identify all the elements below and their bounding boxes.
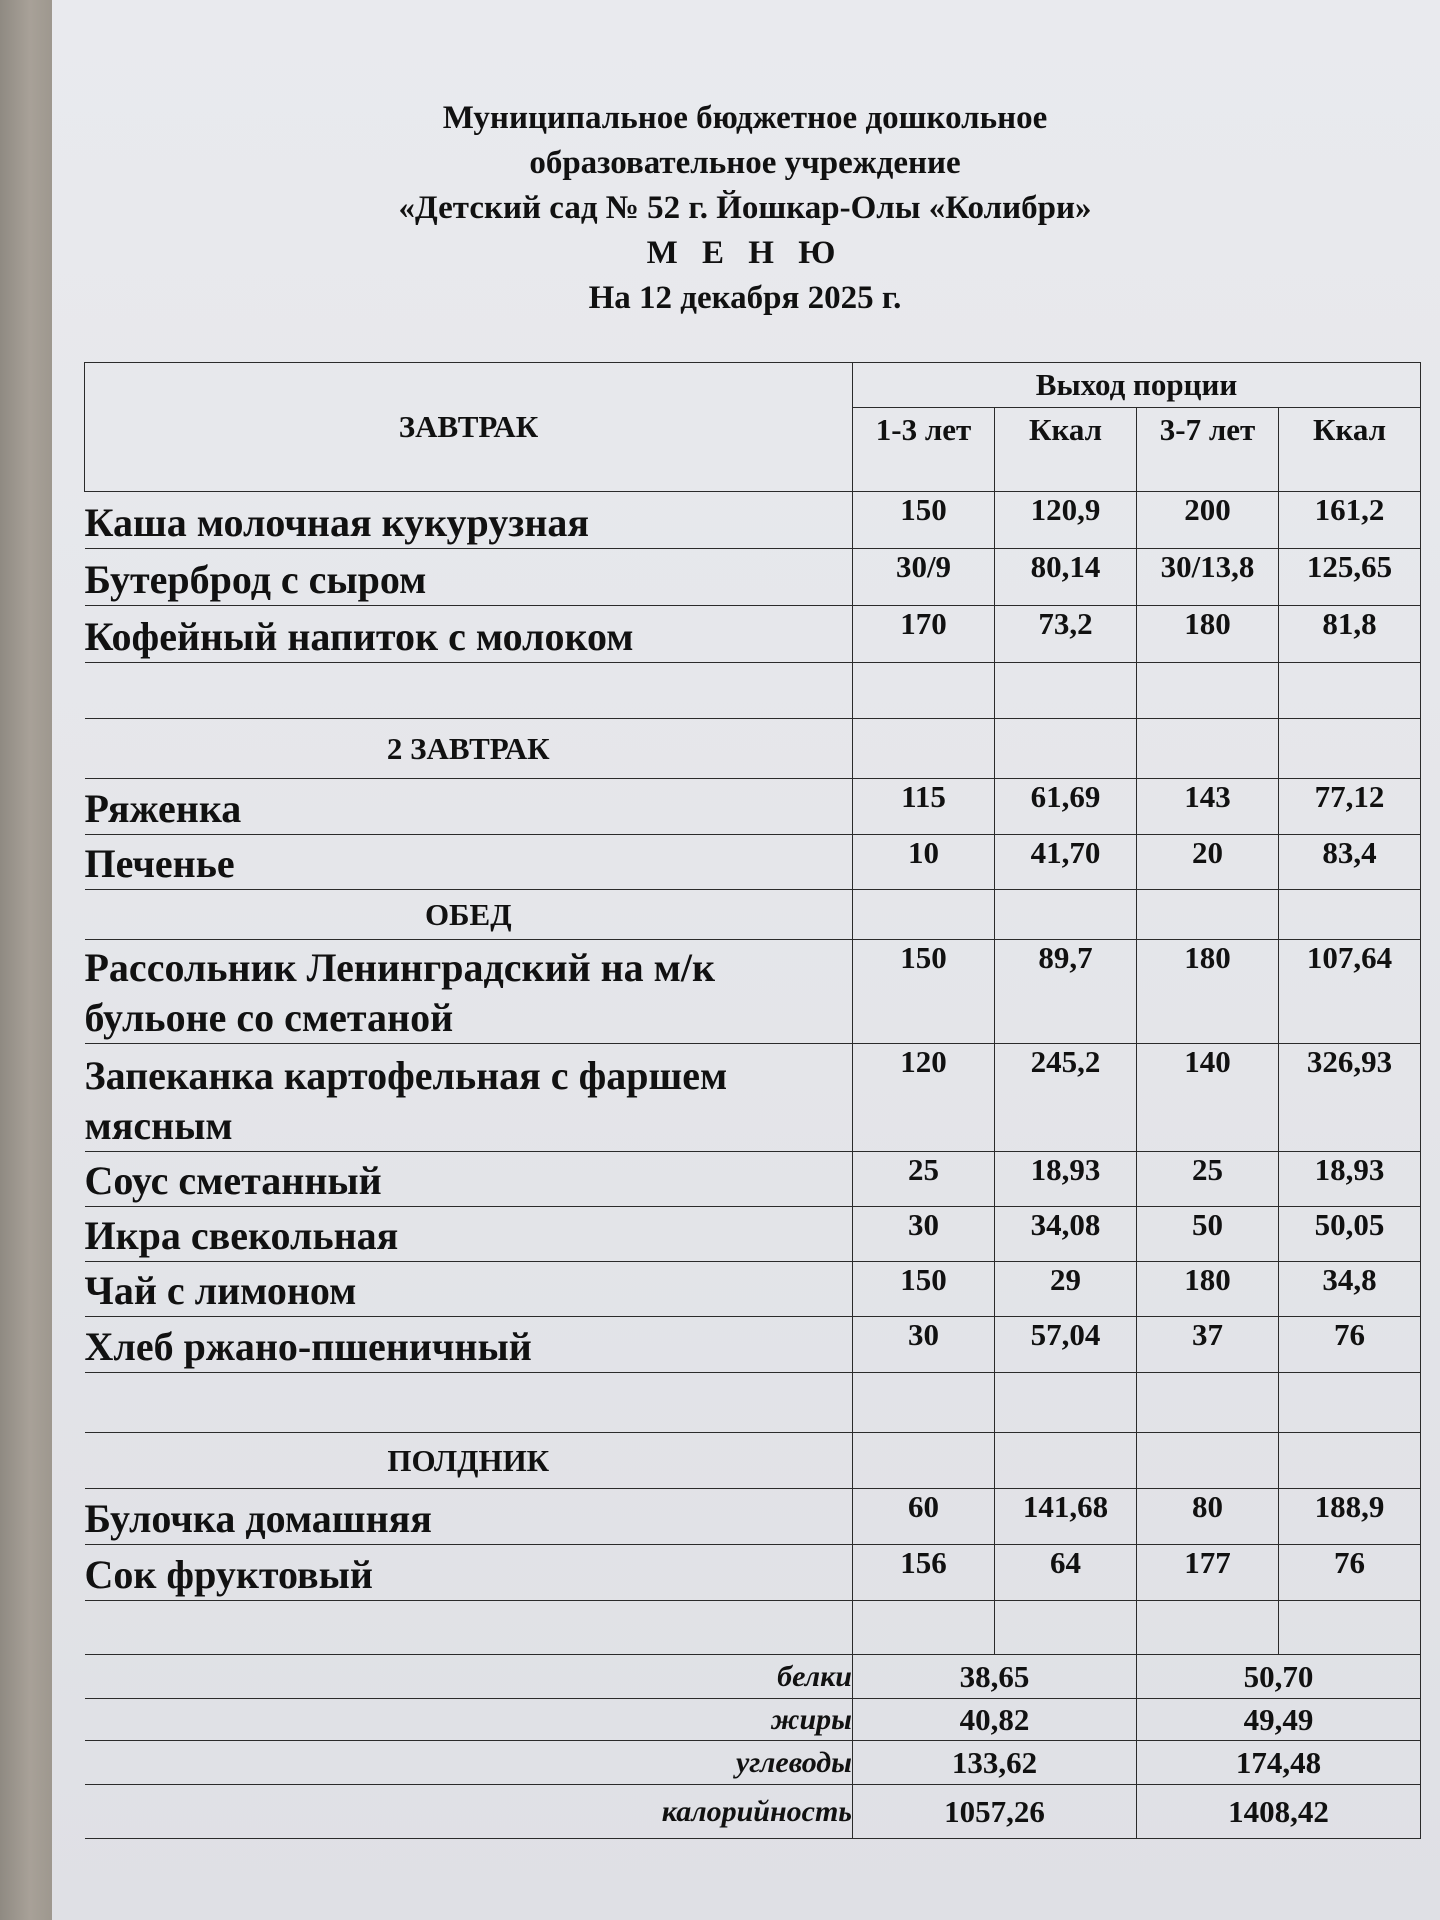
menu-date: На 12 декабря 2025 г. — [588, 280, 902, 316]
table-row — [85, 835, 1421, 890]
dish-name: Запеканка картофельная с фаршем мясным — [85, 1044, 853, 1152]
table-row — [85, 492, 1421, 549]
portion-1-3: 30 — [853, 1317, 995, 1373]
institution-line-1: Муниципальное бюджетное дошкольное — [442, 100, 1048, 136]
portion-1-3: 150 — [853, 1262, 995, 1317]
kcal-3-7: 34,8 — [1279, 1262, 1421, 1317]
totals-row — [85, 1655, 1421, 1699]
portion-3-7: 200 — [1137, 492, 1279, 549]
table-row — [85, 940, 1421, 1044]
dish-name: Печенье — [85, 835, 853, 890]
dish-name: Ряженка — [85, 779, 853, 835]
menu-title: М Е Н Ю — [646, 235, 844, 271]
kcal-1-3: 61,69 — [995, 779, 1137, 835]
portion-header: Выход порции — [853, 363, 1421, 408]
dish-name: Булочка домашняя — [85, 1489, 853, 1545]
totals-row — [85, 1741, 1421, 1785]
total-1-3: 1057,26 — [853, 1785, 1137, 1839]
portion-3-7: 30/13,8 — [1137, 549, 1279, 606]
menu-table — [84, 362, 1421, 1839]
portion-3-7: 140 — [1137, 1044, 1279, 1152]
portion-1-3: 60 — [853, 1489, 995, 1545]
section-breakfast-title: ЗАВТРАК — [85, 363, 853, 492]
kcal-1-3: 57,04 — [995, 1317, 1137, 1373]
kcal-1-3: 29 — [995, 1262, 1137, 1317]
portion-1-3: 10 — [853, 835, 995, 890]
kcal-3-7: 81,8 — [1279, 606, 1421, 663]
portion-3-7: 177 — [1137, 1545, 1279, 1601]
portion-1-3: 150 — [853, 492, 995, 549]
portion-3-7: 80 — [1137, 1489, 1279, 1545]
total-label: углеводы — [85, 1741, 853, 1785]
kcal-1-3: 64 — [995, 1545, 1137, 1601]
portion-1-3: 156 — [853, 1545, 995, 1601]
kcal-1-3: 18,93 — [995, 1152, 1137, 1207]
total-1-3: 133,62 — [853, 1741, 1137, 1785]
kcal-1-3: 120,9 — [995, 492, 1137, 549]
kcal-1-3: 141,68 — [995, 1489, 1137, 1545]
kcal-3-7: 77,12 — [1279, 779, 1421, 835]
kcal-3-7: 76 — [1279, 1317, 1421, 1373]
kcal-3-7: 76 — [1279, 1545, 1421, 1601]
kcal-3-7: 161,2 — [1279, 492, 1421, 549]
total-3-7: 174,48 — [1137, 1741, 1421, 1785]
portion-3-7: 25 — [1137, 1152, 1279, 1207]
dish-name: Каша молочная кукурузная — [85, 492, 853, 549]
table-row — [85, 1044, 1421, 1152]
kcal-3-7: 188,9 — [1279, 1489, 1421, 1545]
total-3-7: 1408,42 — [1137, 1785, 1421, 1839]
totals-row — [85, 1785, 1421, 1839]
portion-3-7: 20 — [1137, 835, 1279, 890]
empty-row — [85, 663, 1421, 719]
kcal-1-3: 73,2 — [995, 606, 1137, 663]
portion-1-3: 115 — [853, 779, 995, 835]
dish-name: Бутерброд с сыром — [85, 549, 853, 606]
portion-1-3: 170 — [853, 606, 995, 663]
dish-name: Икра свекольная — [85, 1207, 853, 1262]
document-header — [310, 96, 1180, 321]
dish-name: Хлеб ржано-пшеничный — [85, 1317, 853, 1373]
table-row — [85, 1545, 1421, 1601]
total-label: жиры — [85, 1699, 853, 1741]
age-1-3-header: 1-3 лет — [853, 408, 995, 492]
kcal-1-3: 245,2 — [995, 1044, 1137, 1152]
totals-row — [85, 1699, 1421, 1741]
section-lunch-title: ОБЕД — [85, 890, 853, 940]
institution-line-3: «Детский сад № 52 г. Йошкар-Олы «Колибри» — [398, 190, 1092, 226]
kcal-1-3: 80,14 — [995, 549, 1137, 606]
portion-3-7: 37 — [1137, 1317, 1279, 1373]
table-row — [85, 1207, 1421, 1262]
table-row — [85, 1152, 1421, 1207]
kcal-1-3: 41,70 — [995, 835, 1137, 890]
kcal-1-3: 89,7 — [995, 940, 1137, 1044]
empty-row — [85, 1373, 1421, 1433]
portion-3-7: 180 — [1137, 606, 1279, 663]
section-row — [85, 1433, 1421, 1489]
portion-3-7: 180 — [1137, 1262, 1279, 1317]
portion-1-3: 25 — [853, 1152, 995, 1207]
total-1-3: 38,65 — [853, 1655, 1137, 1699]
portion-3-7: 143 — [1137, 779, 1279, 835]
table-row — [85, 606, 1421, 663]
portion-1-3: 150 — [853, 940, 995, 1044]
section-row — [85, 719, 1421, 779]
dish-name: Сок фруктовый — [85, 1545, 853, 1601]
table-row — [85, 1317, 1421, 1373]
dish-name: Чай с лимоном — [85, 1262, 853, 1317]
section-snack-title: ПОЛДНИК — [85, 1433, 853, 1489]
section-second-breakfast-title: 2 ЗАВТРАК — [85, 719, 853, 779]
total-label: белки — [85, 1655, 853, 1699]
table-row — [85, 549, 1421, 606]
kcal-3-7: 326,93 — [1279, 1044, 1421, 1152]
kcal-3-7: 125,65 — [1279, 549, 1421, 606]
table-row — [85, 779, 1421, 835]
kcal-3-7: 107,64 — [1279, 940, 1421, 1044]
empty-row — [85, 1601, 1421, 1655]
total-3-7: 50,70 — [1137, 1655, 1421, 1699]
section-row — [85, 890, 1421, 940]
total-3-7: 49,49 — [1137, 1699, 1421, 1741]
table-row — [85, 1262, 1421, 1317]
age-3-7-header: 3-7 лет — [1137, 408, 1279, 492]
kcal-2-header: Ккал — [1279, 408, 1421, 492]
institution-line-2: образовательное учреждение — [529, 145, 961, 181]
total-1-3: 40,82 — [853, 1699, 1137, 1741]
kcal-1-header: Ккал — [995, 408, 1137, 492]
total-label: калорийность — [85, 1785, 853, 1839]
dish-name: Рассольник Ленинградский на м/к бульоне со сметаной — [85, 940, 853, 1044]
dish-name: Кофейный напиток с молоком — [85, 606, 853, 663]
kcal-3-7: 50,05 — [1279, 1207, 1421, 1262]
portion-1-3: 30 — [853, 1207, 995, 1262]
kcal-3-7: 18,93 — [1279, 1152, 1421, 1207]
portion-3-7: 50 — [1137, 1207, 1279, 1262]
portion-1-3: 120 — [853, 1044, 995, 1152]
portion-1-3: 30/9 — [853, 549, 995, 606]
portion-3-7: 180 — [1137, 940, 1279, 1044]
table-row — [85, 1489, 1421, 1545]
kcal-3-7: 83,4 — [1279, 835, 1421, 890]
dish-name: Соус сметанный — [85, 1152, 853, 1207]
kcal-1-3: 34,08 — [995, 1207, 1137, 1262]
